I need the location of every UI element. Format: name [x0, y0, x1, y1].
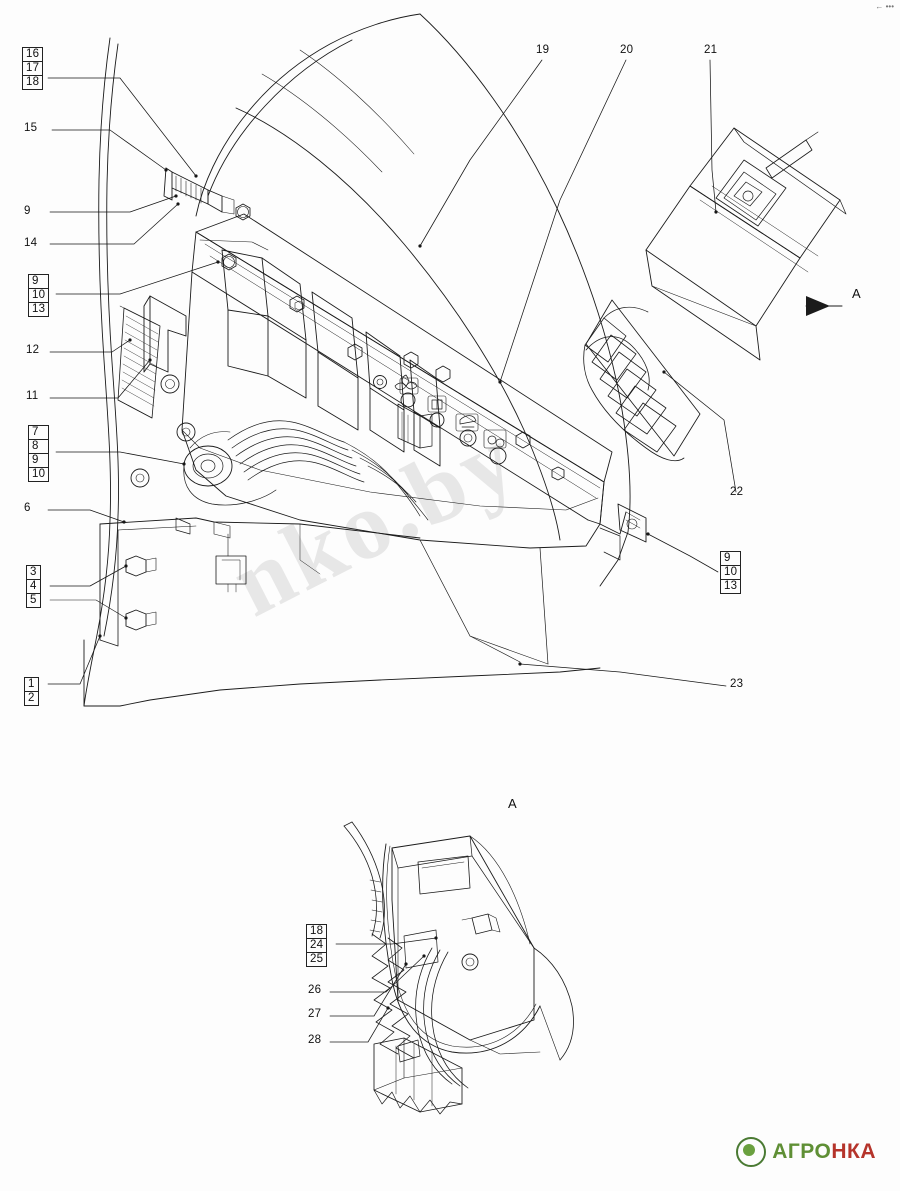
- section-arrow-label-a: A: [852, 286, 861, 301]
- callout-item: 9: [28, 274, 49, 289]
- callout-item: 3: [26, 565, 41, 580]
- callout-item: 2: [24, 691, 39, 706]
- callout-26: 26: [308, 984, 322, 996]
- callout-19: 19: [536, 44, 550, 56]
- callout-23: 23: [730, 678, 744, 690]
- callout-item: 18: [22, 75, 43, 90]
- brand-logo: [736, 1137, 876, 1167]
- callout-27: 27: [308, 1008, 322, 1020]
- callout-item: 9: [28, 453, 49, 468]
- callout-item: 7: [28, 425, 49, 440]
- callout-21: 21: [704, 44, 718, 56]
- callout-28: 28: [308, 1034, 322, 1046]
- callout-3-4-5: [26, 566, 41, 608]
- callout-18-24-25: [306, 925, 327, 967]
- callout-item: 10: [28, 288, 49, 303]
- logo-text-alt: НКА: [831, 1140, 876, 1163]
- callout-14: 14: [24, 237, 38, 249]
- callout-15: 15: [24, 122, 38, 134]
- callout-22: 22: [730, 486, 744, 498]
- callout-item: 24: [306, 938, 327, 953]
- callout-item: 10: [28, 467, 49, 482]
- watermark: nko.by: [214, 403, 535, 637]
- callout-6: 6: [24, 502, 31, 514]
- callout-9-10-13-right: [720, 552, 741, 594]
- logo-mark-icon: [736, 1137, 766, 1167]
- detail-view-label-a: A: [508, 796, 517, 811]
- logo-text-main: АГРО: [772, 1140, 832, 1163]
- callout-9-10-13: [28, 275, 49, 317]
- callout-item: 9: [720, 551, 741, 566]
- callout-16-17-18: [22, 48, 43, 90]
- callout-item: 5: [26, 593, 41, 608]
- callout-item: 16: [22, 47, 43, 62]
- corner-registration-mark: ← •••: [875, 2, 894, 11]
- callout-12: 12: [26, 344, 40, 356]
- callout-item: 18: [306, 924, 327, 939]
- callout-9-upper: 9: [24, 205, 31, 217]
- callout-item: 25: [306, 952, 327, 967]
- callout-item: 4: [26, 579, 41, 594]
- callout-7-8-9-10: [28, 426, 49, 482]
- callout-item: 13: [28, 302, 49, 317]
- callout-item: 10: [720, 565, 741, 580]
- callout-item: 13: [720, 579, 741, 594]
- callout-20: 20: [620, 44, 634, 56]
- callout-item: 17: [22, 61, 43, 76]
- callout-item: 8: [28, 439, 49, 454]
- callout-item: 1: [24, 677, 39, 692]
- callout-11: 11: [26, 390, 39, 402]
- callout-1-2: [24, 678, 39, 706]
- logo-text: [772, 1140, 876, 1164]
